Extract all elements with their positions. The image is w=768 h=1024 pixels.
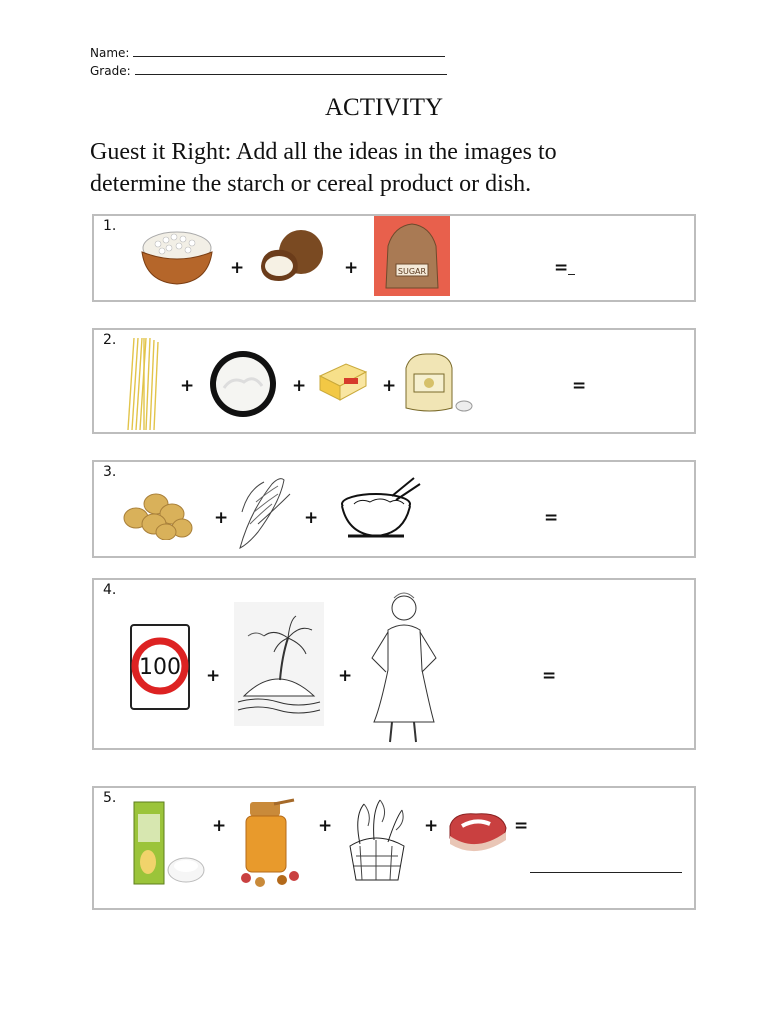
plus-sign: + <box>292 376 307 396</box>
item-number: 3. <box>103 464 117 480</box>
name-blank[interactable] <box>133 46 445 57</box>
instructions: Guest it Right: Add all the ideas in the images to determine the starch or cereal product or dish. <box>90 139 557 197</box>
honey-jar-image <box>236 798 306 890</box>
name-label: Name: <box>90 46 130 60</box>
equals-sign: = <box>544 508 559 528</box>
flour-bag-image <box>400 350 476 414</box>
item-5-box <box>92 786 696 910</box>
item-number: 5. <box>103 790 117 806</box>
grade-label: Grade: <box>90 64 131 78</box>
plus-sign: + <box>338 666 353 686</box>
sugar-sack-text: SUGAR <box>397 267 427 276</box>
butter-image <box>316 360 370 404</box>
plus-sign: + <box>230 258 245 278</box>
cream-bowl-image <box>208 348 278 420</box>
island-image <box>234 602 324 726</box>
meat-image <box>446 808 510 856</box>
sugar-sack-image <box>374 216 450 296</box>
coconut-image <box>257 226 327 286</box>
answer-blank[interactable] <box>530 872 682 873</box>
rice-bowl-image <box>138 222 216 288</box>
equals-sign: = <box>572 376 587 396</box>
corn-image <box>228 472 298 550</box>
plus-sign: + <box>180 376 195 396</box>
speed-sign-image <box>130 624 190 710</box>
plus-sign: + <box>212 816 227 836</box>
equals-sign: = <box>542 666 557 686</box>
woman-image <box>364 588 448 748</box>
potatoes-image <box>120 484 200 540</box>
item-number: 1. <box>103 218 117 234</box>
name-field[interactable] <box>90 46 445 60</box>
plus-sign: + <box>214 508 229 528</box>
spaghetti-image <box>120 336 168 432</box>
grade-blank[interactable] <box>135 64 447 75</box>
soup-bowl-image <box>340 474 424 542</box>
sign-text: 100 <box>139 655 181 680</box>
item-4-box <box>92 578 696 750</box>
plus-sign: + <box>304 508 319 528</box>
item-number: 4. <box>103 582 117 598</box>
vegetable-basket-image <box>340 796 414 886</box>
equals-sign: = <box>554 258 569 278</box>
equals-sign: = <box>514 816 529 836</box>
item-number: 2. <box>103 332 117 348</box>
plus-sign: + <box>344 258 359 278</box>
plus-sign: + <box>424 816 439 836</box>
grade-field[interactable] <box>90 64 447 78</box>
item-1-box <box>92 214 696 302</box>
page-title: ACTIVITY <box>324 94 444 121</box>
answer-blank[interactable] <box>568 274 575 275</box>
plus-sign: + <box>382 376 397 396</box>
plus-sign: + <box>206 666 221 686</box>
cornstarch-box-image <box>130 798 208 890</box>
plus-sign: + <box>318 816 333 836</box>
item-2-box <box>92 328 696 434</box>
item-3-box <box>92 460 696 558</box>
